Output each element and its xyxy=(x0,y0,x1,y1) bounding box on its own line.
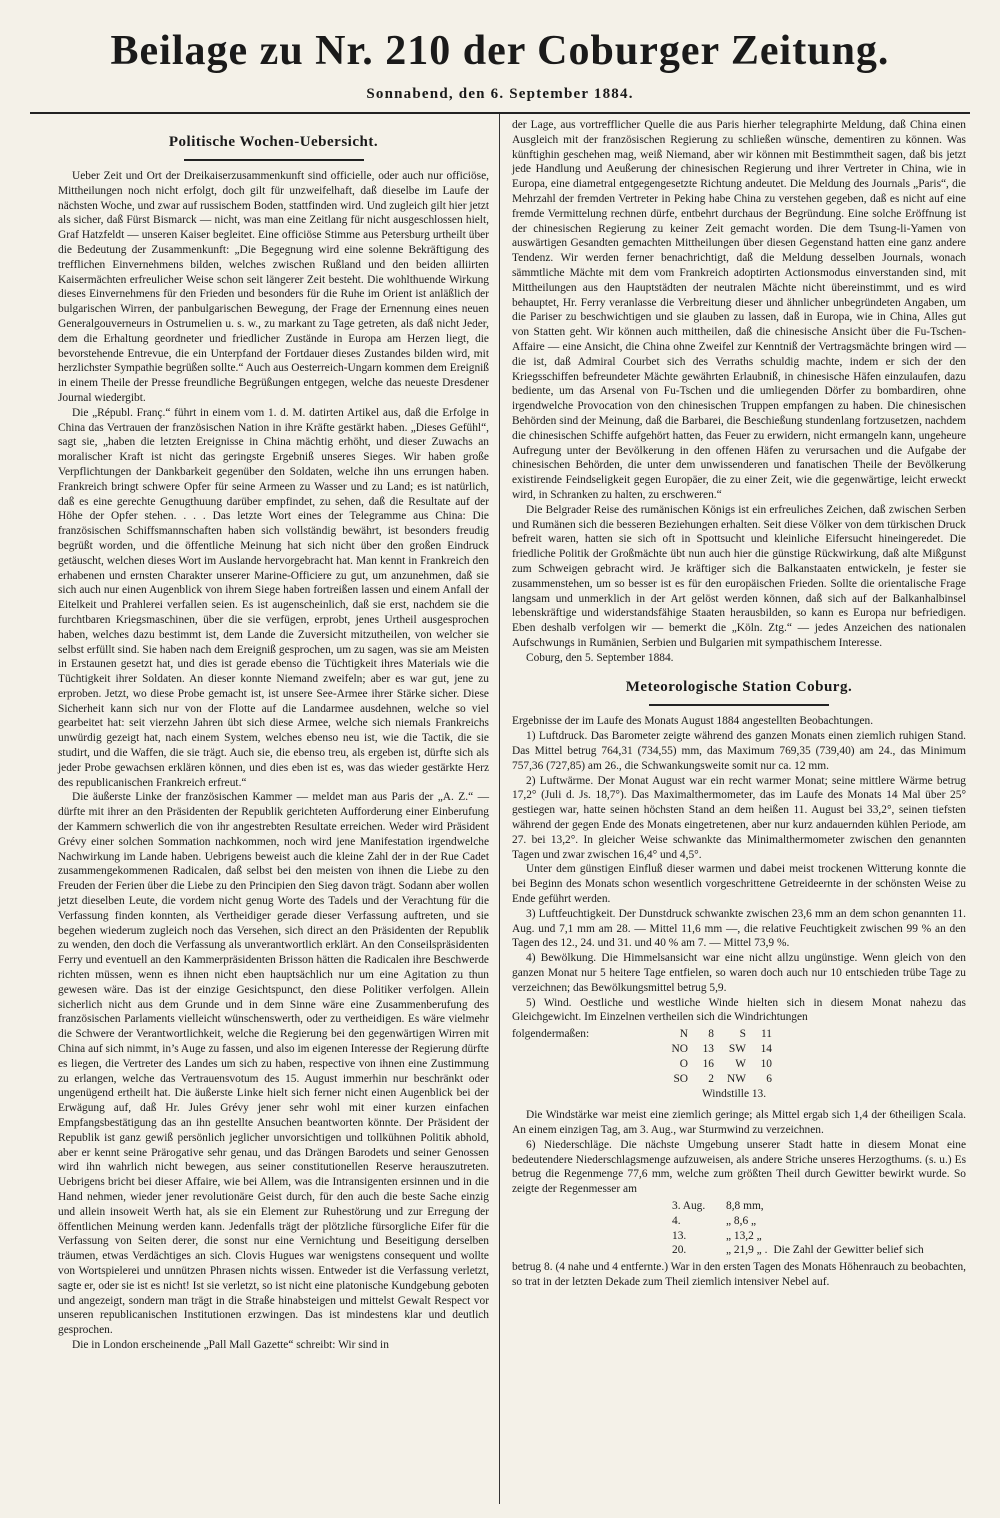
wind-lead: folgendermaßen: xyxy=(512,1028,590,1041)
rain-date: 4. xyxy=(672,1214,681,1227)
article-columns xyxy=(30,112,970,1504)
rain-date: 3. Aug. xyxy=(672,1200,706,1212)
wind-count: 10 xyxy=(760,1058,772,1071)
rain-amount: 8,8 mm, xyxy=(726,1200,764,1212)
wind-row xyxy=(512,1027,966,1042)
met-paragraph: 5) Wind. Oestliche und westliche Winde hielten sich in diesem Monat nahezu das Gleichgewicht. Im Einzelnen vertheilen sich die Windrichtungen xyxy=(512,996,966,1024)
met-intro: Ergebnisse der im Laufe des Monats August 1884 angestellten Beobachtungen. xyxy=(512,715,874,728)
left-column-title: Politische Wochen-Uebersicht. xyxy=(168,134,379,150)
met-section-title: Meteorologische Station Coburg. xyxy=(625,679,853,696)
article-paragraph: Ueber Zeit und Ort der Dreikaiserzusammenkunft sind officielle, oder auch nur officiöse, Mittheilungen noch nicht erfolgt, doch gilt für unzweifelhaft, daß dieselbe im Laufe der nächsten Woche, und zwar auf russischem Boden, stattfinden wird. Und zugleich gilt hier jetzt als sicher, daß Fürst Bismarck — nicht, was man eine Zeitlang für nicht ausgeschlossen hielt, Graf Hatzfeldt — unseren Kaiser begleitet. Eine officiöse Stimme aus Petersburg urtheilt über die Bedeutung der Zusammenkunft: „Die Begegnung wird eine solenne Bekräftigung des trefflichen Einvernehmens bilden, welches zwischen Rußland und den beiden alliirten Kaisermächten erfreulicher Weise schon seit längerer Zeit besteht. Die wohlthuende Wirkung dieses Einvernehmens für den Frieden und besonders für die Ruhe im Orient ist anläßlich der bulgarischen Wirren, der panbulgarischen Bewegung, der Frage der Ernennung eines neuen Generalgouverneurs in Ostrumelien u. s. w., zu markant zu Tage getreten, als daß nicht Jeder, dem die Erhaltung geordneter und friedlicher Zustände in Europa am Herzen liegt, die bevorstehende Entrevue, die ein Unterpfand der Fortdauer dieses Zustandes bilden wird, mit herzlichster Sympathie begrüßen sollte.“ Auch aus Oesterreich-Ungarn kommen dem Ereigniß in einem Theile der Presse freundliche Begrüßungen entgegen, welche das neueste Dresdener Journal wiedergibt. xyxy=(58,170,489,404)
wind-dir: NW xyxy=(727,1073,746,1086)
wind-count: 2 xyxy=(708,1073,714,1086)
wind-dir: W xyxy=(735,1058,746,1071)
wind-still: Windstille 13. xyxy=(702,1088,767,1101)
masthead-title: Beilage zu Nr. 210 der Coburger Zeitung. xyxy=(110,28,890,74)
rain-row xyxy=(512,1199,966,1214)
met-paragraph: 3) Luftfeuchtigkeit. Der Dunstdruck schwankte zwischen 23,6 mm an dem schon genannten 11. Aug. und 7,1 mm am 28. — Mittel 11,6 mm —, die relative Feuchtigkeit zwischen 99 % an den Tagen des 12., 24. und 31. und 40 % am 7. — Mittel 73,9 %. xyxy=(512,907,966,950)
wind-count: 14 xyxy=(760,1043,772,1056)
article-paragraph: Die „Républ. Franç.“ führt in einem vom 1. d. M. datirten Artikel aus, daß die Erfolge in China das Vertrauen der französischen Nation in ihre Kräfte gestärkt haben. „Dieses Gefühl“, sagt sie, „haben die letzten Ereignisse in China mächtig erhöht, und dieser Zuwachs an moralischer Kraft ist nicht das geringste Ergebniß unseres Sieges. Wir haben große Verpflichtungen der Dankbarkeit gegenüber den Soldaten, welche ihn uns errungen haben. Frankreich bringt schwere Opfer für seine Armeen zu Wasser und zu Land; es ist natürlich, daß es eine gerechte Genugthuung darüber empfindet, zu sehen, daß die Resultate auf der Höhe der Opfer stehen. . . . Das letzte Wort eines der Telegramme aus China: Die französischen Schiffsmannschaften haben sich vollständig bewährt, ist besonders freudig begrüßt worden, und die öffentliche Meinung hat sich nicht über den großen Eindruck getäuscht, welchen dieses Wort im Auslande hervorgebracht hat. Man kennt in Frankreich den erhabenen und ernsten Charakter unserer Marine-Officiere zu gut, um anzunehmen, daß sie sich auch nur einen Augenblick von ihrem Siege haben fortreißen lassen und einem Anfall der Eitelkeit und Prahlerei verfallen seien. Es ist augenscheinlich, daß sie erst, nachdem sie die furchtbaren Kriegsmaschinen, über die sie verfügen, erprobt, jenes Urtheil ausgesprochen haben, welches dazu bestimmt ist, dem Lande die Zuversicht mitzutheilen, von welcher sie selbst erfüllt sind. Sie haben nach dem Ereigniß gesprochen, um zu sagen, was sie am Meisten in Erstaunen gesetzt hat, und dies ist gerade ebenso die Tüchtigkeit ihres Materials wie die Tüchtigkeit ihrer Soldaten. An dieser konnte Niemand zweifeln; aber es war gut, jene zu erproben. Jetzt, wo diese Probe gemacht ist, ist unsere See-Armee ihrer Stärke sicher. Diese Sicherheit kann sich nur von der Flotte auf die Landarmee ausdehnen, welche so viel gearbeitet hat: seit vierzehn Jahren übt sich diese Armee, welche sich niemals Frankreichs unwürdig gezeigt hat, nach einem System, welches ebenso neu ist, wie die Tactik, die sie studirt, und die Waffen, die sie trägt. Auch sie, die ebenso treu, als ergeben ist, dürfte sich als jeder Probe gewachsen erklären können, und dies eben ist es, was das wieder gestärkte Herz des republicanischen Frankreich erfreut.“ xyxy=(58,406,489,789)
rain-amount: „ 13,2 „ xyxy=(726,1229,762,1242)
rain-row xyxy=(512,1229,966,1244)
wind-dir: NO xyxy=(671,1043,688,1056)
article-signoff: Coburg, den 5. September 1884. xyxy=(526,651,674,664)
wind-dir: SO xyxy=(673,1073,688,1086)
wind-dir: SW xyxy=(728,1043,746,1056)
wind-row xyxy=(512,1072,966,1087)
article-paragraph: Die äußerste Linke der französischen Kammer — meldet man aus Paris der „A. Z.“ — dürfte mit ihrer an den Präsidenten der Republik gerichteten Aufforderung einer Einberufung der Kammern schwerlich die von ihr angestrebten Resultate erreichen. Weder wird Präsident Grévy einer solchen Sommation nachkommen, noch wird jene Manifestation irgendwelche Nachwirkung im Lande haben. Uebrigens beweist auch die kleine Zahl der in der Rue Cadet zusammengekommenen Radicalen, daß selbst bei den meisten von ihnen die Liebe zu den Freuden der Ferien über die Liebe zu den Principien den Sieg davon trägt. Sodann aber wollen jetzt dieselben Leute, die vordem nicht genug Worte des Tadels und der Verachtung für die Verfassung finden konnten, als Vertheidiger gerade dieser Verfassung auftreten, und sie begehen wiederum zugleich noch das Versehen, sich direct an den Präsidenten der Republik zu wenden, den doch die Verfassung als unverantwortlich erklärt. An den Conseilspräsidenten Ferry und eventuell an den Kammerpräsidenten Brisson hätten die Radicalen ihre Beschwerde richten müssen, wenn es ihnen nicht eben hauptsächlich nur um eine Agitation zu thun gewesen wäre. Das ist der einzige Gesichtspunct, den diese Politiker verfolgen. Allein sicherlich nicht aus dem Grunde und in dem Sinne wäre eine Zusammenberufung des französischen Parlaments vielleicht wünschenswerth, oder zu vertheidigen. Es wäre vielmehr die Schwere der Verantwortlichkeit, welche die Regierung bei den gegenwärtigen Wirren mit China auf sich nimmt, in’s Auge zu fassen, und also im eigenen Interesse der Regierung dürfte es liegen, die Vertreter des Landes um sich zu haben, respective von ihnen eine Zustimmung zu erlangen, welche das Vertrauensvotum des 15. August immerhin nur beschränkt oder ungenügend ertheilt hat. Die äußerste Linke hielt sich ferner nicht einen Augenblick bei der Erwägung auf, daß Hr. Jules Grévy jener sehr wohl mit einer kurzen einfachen Empfangsbestätigung das an ihn gestellte Ansuchen beantworten könnte. Der Präsident der Republik ist ganz gewiß persönlich jeglicher unvorsichtigen und tollkühnen Politik abhold, aber er kennt seine Prärogative sehr genau, und das Drängen Barodets und seiner Genossen wird ihn wahrlich nicht bewegen, aus seiner constitutionellen Reserve herauszutreten. Uebrigens bricht bei dieser Affaire, wie bei Allem, was die Intransigenten ersinnen und in die Hand nehmen, wieder jener revolutionäre Geist durch, für den auch die beste Sache einzig und allein insoweit Werth hat, als sie ein Element zur Ruhestörung und zur Erregung der öffentlichen Meinung werden kann. Jedenfalls trägt der plötzliche fürsorgliche Eifer für die Verfassung von Seiten derer, die sonst nur eine Vernichtung und Beseitigung derselben träumen, etwas Verdächtiges an sich. Clovis Hugues war wenigstens consequent und wollte von Wortspielerei und unnützen Phrasen nichts wissen. Entweder ist die Verfassung verletzt, sagte er, oder sie ist es nicht! Ist sie verletzt, so ist nicht eine platonische Kundgebung geboten und angezeigt, sondern man trägt in die Straße hinabsteigen und mittelst Gewalt Respect vor unseren republicanischen Institutionen erzwingen. Das ist mindestens klar und deutlich gesprochen. xyxy=(58,791,489,1337)
wind-row xyxy=(512,1057,966,1072)
met-paragraph: 6) Niederschläge. Die nächste Umgebung unserer Stadt hatte in diesem Monat eine bedeutendere Niederschlagsmenge aufzuweisen, als andere Striche unseres Herzogthums. (s. u.) Es betrug die Regenmenge 77,6 mm, welche zum größten Theil durch Gewitter bewirkt wurde. So zeigte der Regenmesser am xyxy=(512,1138,966,1196)
wind-row xyxy=(512,1042,966,1057)
right-column xyxy=(500,114,970,1504)
wind-count: 11 xyxy=(761,1028,772,1041)
wind-dir: S xyxy=(739,1028,746,1041)
wind-count: 13 xyxy=(702,1043,714,1056)
met-paragraph: betrug 8. (4 nahe und 4 entfernte.) War in den ersten Tagen des Monats Höhenrauch zu beobachten, so trat in der letzten Dekade zum Theil ziemlich intensiver Nebel auf. xyxy=(512,1261,966,1288)
masthead-dateline: Sonnabend, den 6. September 1884. xyxy=(366,86,634,102)
wind-count: 6 xyxy=(766,1073,772,1086)
article-paragraph: Die in London erscheinende „Pall Mall Gazette“ schreibt: Wir sind in xyxy=(72,1338,389,1351)
article-paragraph: der Lage, aus vortrefflicher Quelle die aus Paris hierher telegraphirte Meldung, daß China einen Ausgleich mit der französischen Regierung zu schließen wünsche, dementiren zu können. Was künftighin geschehen mag, weiß Niemand, aber wir können mit Bestimmtheit sagen, daß bis jetzt jede Handlung und Aeußerung der chinesischen Regierung und ihrer Vertreter in China, wie in Europa, eine diametral entgegengesetzte Richtung andeutet. Die Meldung des Journals „Paris“, die Mehrzahl der fremden Vertreter in Peking habe China zu verstehen gegeben, daß es nicht auf eine fremde Vermittelung rechnen dürfe, entbehrt durchaus der Begründung. Eine solche Eröffnung ist der chinesischen Regierung zu keiner Zeit gemacht worden. Die dem Tsung-li-Yamen von auswärtigen Gesandten gemachten Mittheilungen über diesen Gegenstand hatten eine ganz andere Tendenz. Wir werden ferner benachrichtigt, daß die Meldung desselben Journals, wonach sämmtliche Mächte mit dem vom Frankreich adoptirten Actionsmodus einverstanden sind, mit Mittheilungen aus den Hauptstädten der neutralen Mächte nicht übereinstimmt, und es wird behauptet, Hr. Ferry veranlasse die Verbreitung dieser und ähnlicher unbegründeten Angaben, um die Pariser zu beschwichtigen und sie glauben zu lassen, daß in Europa, wie in China, Alles gut von Statten geht. Wir können auch mittheilen, daß die chinesische Ansicht über die Fu-Tschen-Affaire — eine Ansicht, die China ohne Zweifel zur Kenntniß der Vertragsmächte bringen wird — die ist, daß Admiral Courbet sich des Verraths schuldig machte, indem er sich der den Kriegsschiffen befreundeter Mächte gewährten Erlaubniß, in chinesische Häfen einzulaufen, dazu bediente, um das Arsenal von Fu-Tschen und die umliegenden Dörfer zu bombardiren, ohne irgendwelche Provocation von den chinesischen Truppen empfangen zu haben. Die chinesischen Behörden sind der Meinung, daß die Barbarei, die Beschießung stundenlang fortzusetzen, nachdem die chinesischen Schiffe aufgehört hatten, das Feuer zu erwidern, nicht ermangeln kann, ungeheure Aufregung unter der Bevölkerung in den offenen Häfen zu verursachen und die Aufgabe der chinesischen Behörden, die unter dem unwissenderen und fanatischen Theile der Bevölkerung existirende Feindseligkeit gegen Europäer, die zu einer Zeit, wie die gegenwärtige, leicht erweckt wird, in Schranken zu halten, zu erschweren.“ xyxy=(512,119,966,501)
rain-amount: „ 8,6 „ xyxy=(726,1214,757,1227)
rain-row xyxy=(512,1214,966,1229)
met-paragraph: 2) Luftwärme. Der Monat August war ein recht warmer Monat; seine mittlere Wärme betrug 17,2° (Juli d. Js. 18,7°). Das Maximalthermometer, das im Laufe des Monats 14 Mal über 25° gestiegen war, hatte seinen höchsten Stand an dem heißen 11. August bei 33,2°, seinen tiefsten während der gegen Ende des Monats eingetretenen, aber nur kurz andauernden kühlen Periode, am 27. bei 13,2°. In gleicher Weise schwankte das Minimalthermometer zwischen den genannten Tagen und zwar zwischen 16,4° und 4,5°. xyxy=(512,774,966,861)
article-paragraph: Die Belgrader Reise des rumänischen Königs ist ein erfreuliches Zeichen, daß zwischen Serben und Rumänen sich die besseren Beziehungen erhalten. Seit diese Völker von dem türkischen Druck befreit waren, hatten sie sich oft in Spottsucht und kleinliche Eifersucht hineingeredet. Die friedliche Politik der Großmächte übt nun auch hier die günstige Rückwirkung, daß alte Mißgunst zum Schweigen gebracht wird. Je kräftiger sich die Balkanstaaten entwickeln, je fester sie zusammenstehen, um so besser ist es für den europäischen Frieden. Sollte die orientalische Frage langsam und unmerklich in der Art gelöst werden können, daß sich auf der Balkanhalbinsel lebenskräftige und widerstandsfähige Staaten herausbilden, so kann es Europa nur befriedigen. Eben deshalb verfolgen wir — bemerkt die „Köln. Ztg.“ — jedes Anzeichen des nationalen Aufschwungs in Rumänien, Serbien und Bulgarien mit sympathischem Interesse. xyxy=(512,503,966,649)
left-column xyxy=(30,114,500,1504)
wind-table xyxy=(512,1027,966,1102)
rain-date: 13. xyxy=(672,1229,687,1242)
met-paragraph: 1) Luftdruck. Das Barometer zeigte während des ganzen Monats einen ziemlich ruhigen Stand. Das Mittel betrug 764,31 (734,55) mm, das Maximum 769,35 (739,40) am 24., das Minimum 757,36 (727,85) am 26., die Schwankungsweite somit nur ca. 12 mm. xyxy=(512,730,966,772)
wind-dir: O xyxy=(679,1058,688,1071)
title-rule xyxy=(184,159,364,161)
rain-table xyxy=(512,1199,966,1258)
met-paragraph: Unter dem günstigen Einfluß dieser warmen und dabei meist trockenen Witterung konnte die bei Beginn des Monats schon wesentlich vorgeschrittene Getreideernte in der schönsten Weise zu Ende geführt werden. xyxy=(512,863,966,906)
wind-count: 16 xyxy=(702,1058,714,1071)
met-paragraph: Die Windstärke war meist eine ziemlich geringe; als Mittel ergab sich 1,4 der 6theiligen Scala. An einem einzigen Tag, am 3. Aug., war Sturmwind zu verzeichnen. xyxy=(512,1109,966,1137)
title-rule xyxy=(649,704,829,706)
met-paragraph: 4) Bewölkung. Die Himmelsansicht war eine nicht allzu ungünstige. Wenn gleich von den ganzen Monat nur 5 heitere Tage entfielen, so waren doch auch nur 10 entschieden trübe Tage zu verzeichnen; das Bewölkungsmittel betrug 5,9. xyxy=(512,952,966,994)
rain-tail: Die Zahl der Gewitter belief sich xyxy=(773,1244,924,1257)
rain-amount: „ 21,9 „ . xyxy=(726,1244,768,1257)
rain-row xyxy=(512,1243,966,1258)
wind-dir: N xyxy=(679,1028,688,1041)
masthead xyxy=(30,0,970,103)
wind-count: 8 xyxy=(708,1028,714,1041)
rain-date: 20. xyxy=(672,1244,687,1257)
